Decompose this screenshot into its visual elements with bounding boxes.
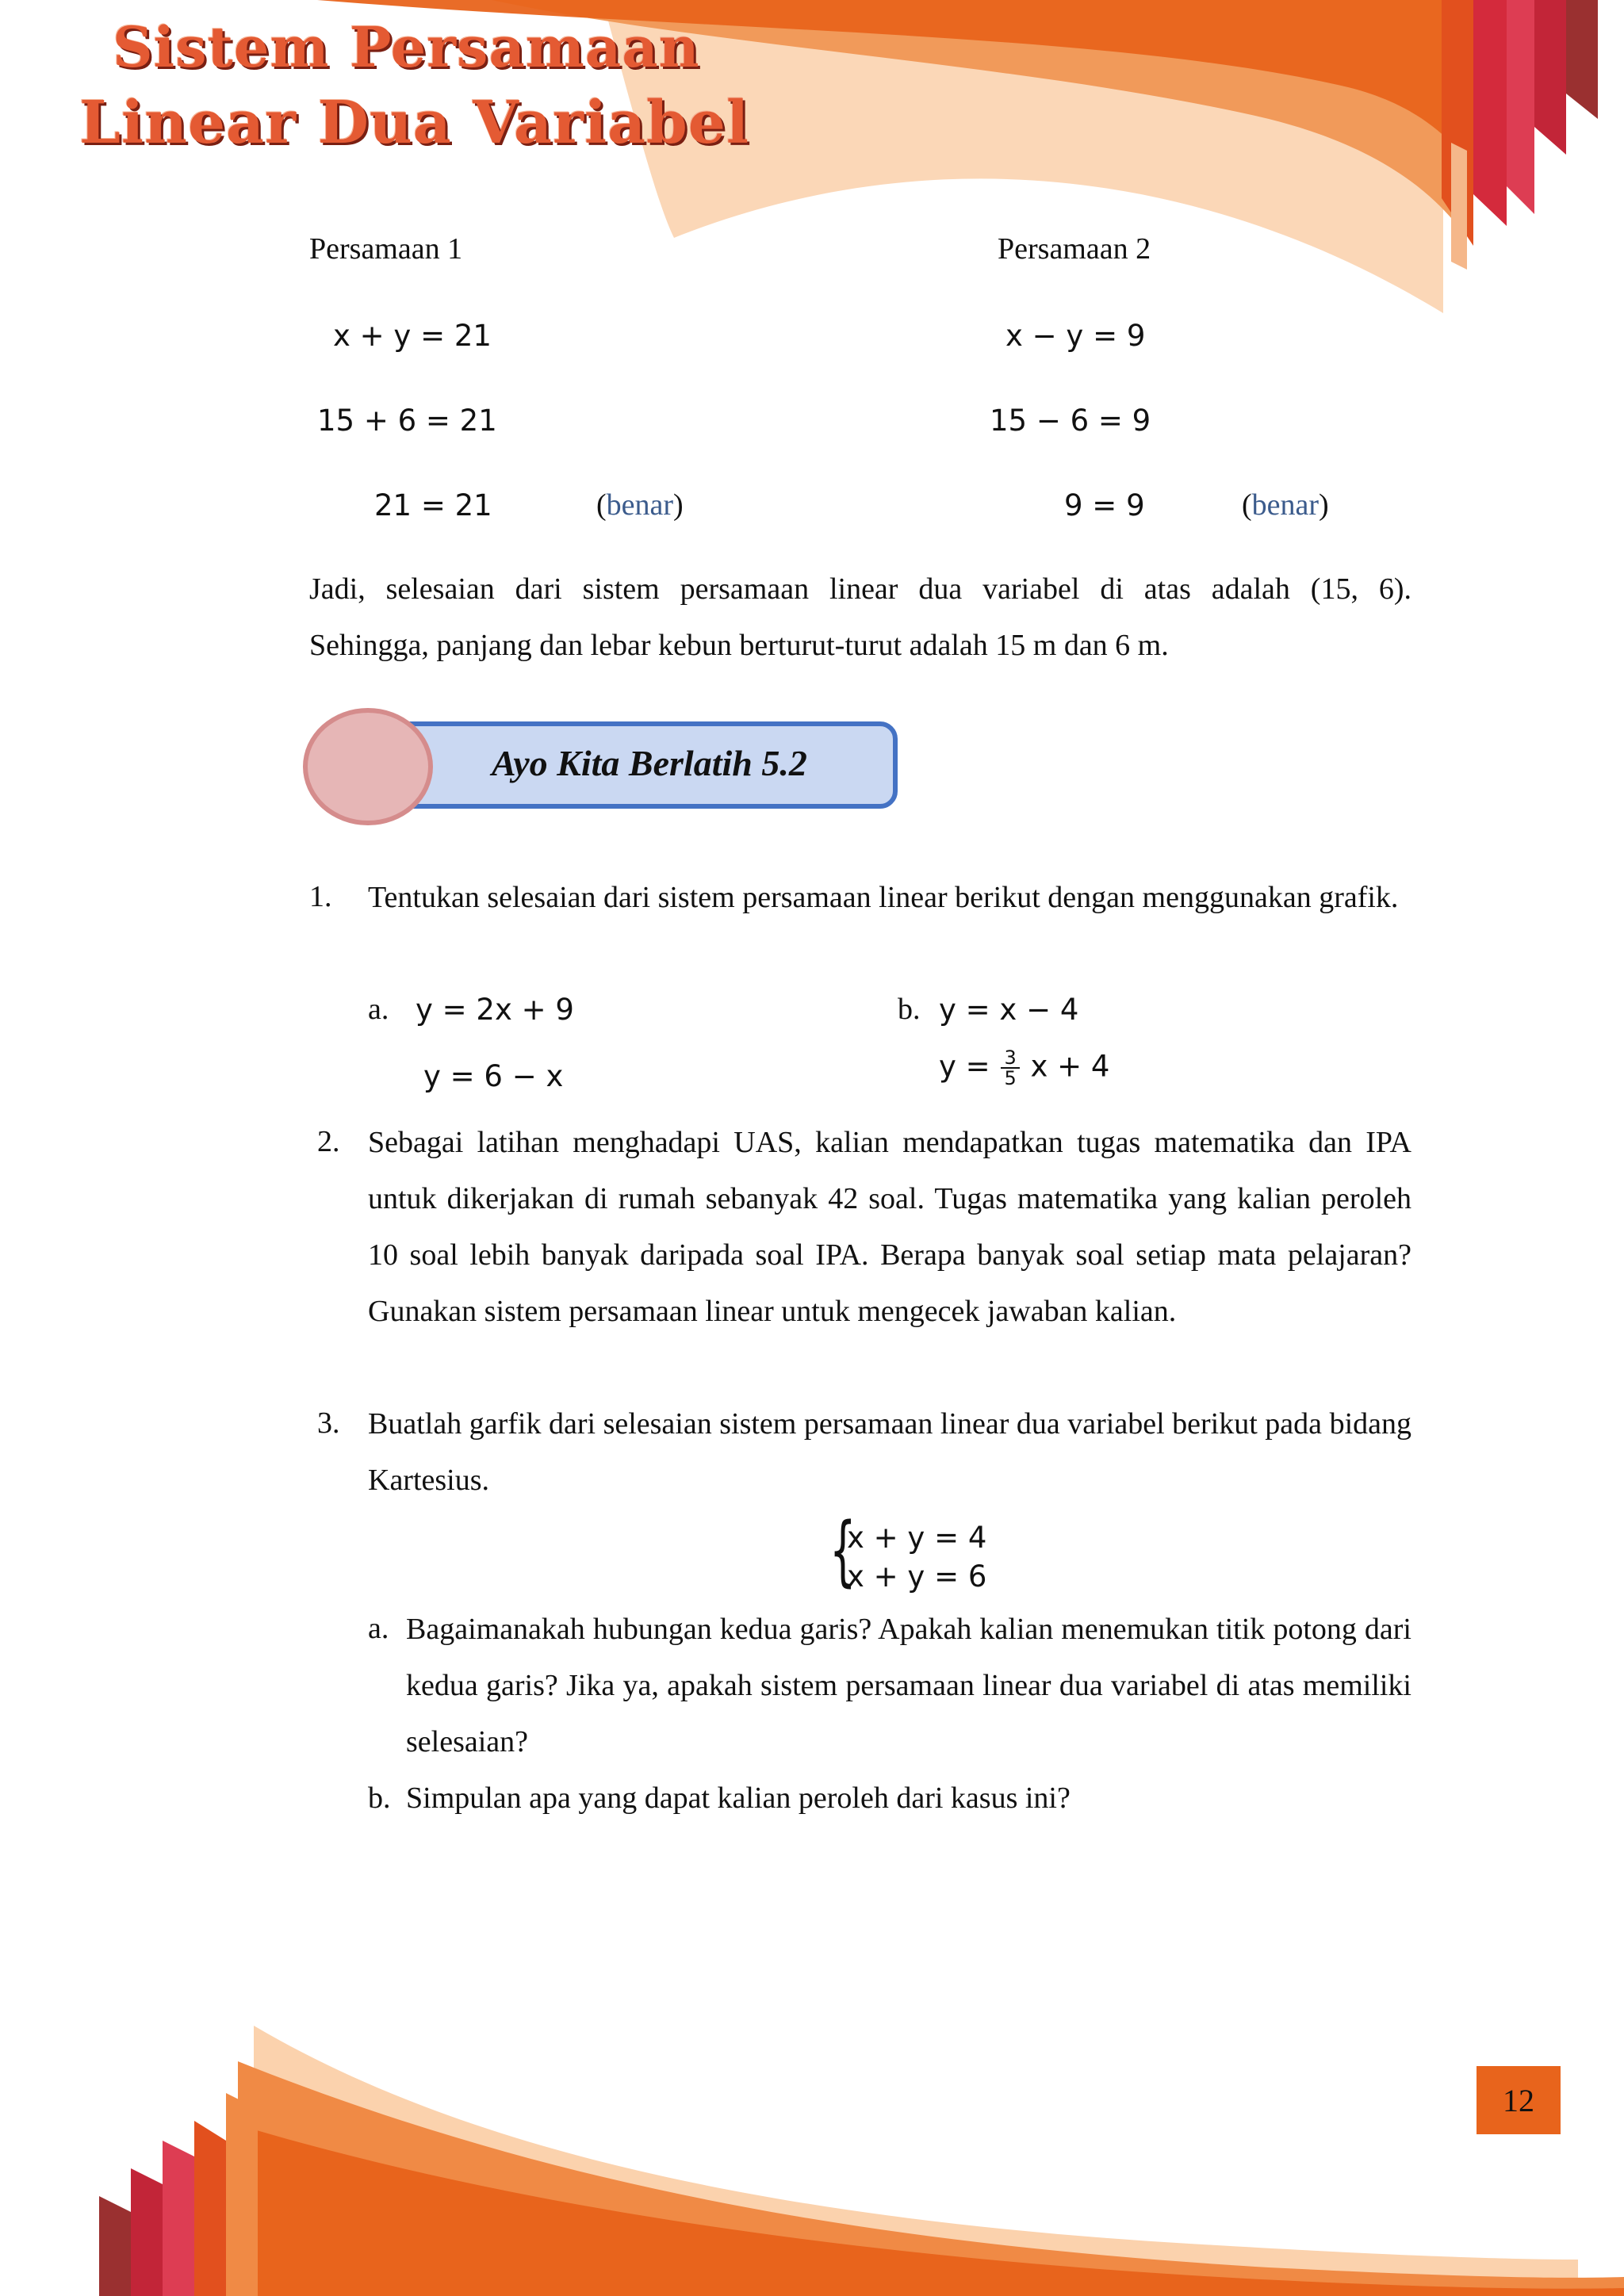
eq1-verdict: (benar): [596, 488, 684, 522]
q1b-eq2-prefix: y =: [939, 1049, 990, 1084]
q1b-eq2: [939, 1048, 1109, 1088]
system-brace: {: [829, 1506, 856, 1595]
eq2-label: Persamaan 2: [998, 232, 1151, 266]
top-ribbon-4: [1534, 0, 1566, 155]
q1b-fraction-denominator: 5: [1004, 1067, 1017, 1089]
q1a-eq1: y = 2x + 9: [416, 993, 574, 1027]
q3b-text: Simpulan apa yang dapat kalian peroleh dari kasus ini?: [406, 1781, 1071, 1815]
bottom-ribbon-2: [131, 2168, 163, 2296]
eq2-verdict: (benar): [1242, 488, 1329, 522]
bottom-ribbon-4: [194, 2121, 226, 2296]
q1b-eq2-suffix: x + 4: [1030, 1049, 1110, 1084]
conclusion-line2: Sehingga, panjang dan lebar kebun berturut-turut adalah 15 m dan 6 m.: [309, 629, 1169, 662]
eq1-line3: 21 = 21: [374, 488, 492, 522]
eq1-line2: 15 + 6 = 21: [317, 404, 497, 438]
q3a-label: a.: [368, 1612, 389, 1645]
top-ribbon-5: [1566, 0, 1598, 119]
eq2-line1: x − y = 9: [1005, 319, 1146, 353]
q2-number: 2.: [317, 1125, 340, 1158]
bottom-ribbon-5: [226, 2093, 258, 2296]
q3b-label: b.: [368, 1781, 391, 1815]
top-ribbon-2: [1473, 0, 1507, 226]
eq1-label: Persamaan 1: [309, 232, 463, 266]
section-badge-title: Ayo Kita Berlatih 5.2: [492, 743, 807, 783]
top-ribbon-6: [1451, 143, 1467, 270]
section-badge-circle: [303, 708, 433, 825]
q1b-label: b.: [898, 993, 921, 1026]
header-title-line1: Sistem Persamaan: [113, 14, 700, 80]
eq2-line2: 15 − 6 = 9: [990, 404, 1151, 438]
page-number: 12: [1477, 2066, 1561, 2134]
q3-number: 3.: [317, 1406, 340, 1440]
q3-system-eq1: x + y = 4: [847, 1521, 987, 1555]
q1b-fraction-numerator: 3: [1001, 1048, 1019, 1069]
eq2-verdict-word: benar: [1251, 488, 1320, 522]
header-title-line2: Linear Dua Variabel: [79, 89, 749, 157]
q3a-text: Bagaimanakah hubungan kedua garis? Apakah kalian menemukan titik potong dari kedua garis? Jika ya, apakah sistem persamaan linear dua variabel di atas memiliki selesaian?: [406, 1613, 1411, 1758]
eq1-verdict-word: benar: [606, 488, 674, 522]
eq2-line3: 9 = 9: [1064, 488, 1145, 522]
q1-number: 1.: [309, 880, 332, 913]
bottom-ribbon-3: [163, 2141, 194, 2296]
conclusion-paragraph: [309, 561, 1411, 674]
bottom-ribbon-1: [99, 2196, 131, 2296]
q1b-eq1: y = x − 4: [939, 993, 1079, 1027]
conclusion-line1: Jadi, selesaian dari sistem persamaan linear dua variabel di atas adalah (15, 6).: [309, 572, 1411, 606]
q1b-fraction: [1001, 1048, 1019, 1088]
q1a-label: a.: [368, 993, 389, 1026]
top-ribbon-3: [1507, 0, 1534, 214]
q3-text: Buatlah garfik dari selesaian sistem persamaan linear dua variabel berikut pada bidang Kartesius.: [368, 1407, 1411, 1497]
q2-text: Sebagai latihan menghadapi UAS, kalian mendapatkan tugas matematika dan IPA untuk dikerjakan di rumah sebanyak 42 soal. Tugas matematika yang kalian peroleh 10 soal lebih banyak daripada soal IPA. Berapa banyak soal setiap mata pelajaran? Gunakan sistem persamaan linear untuk mengecek jawaban kalian.: [368, 1126, 1411, 1328]
eq1-line1: x + y = 21: [333, 319, 492, 353]
q1a-eq2: y = 6 − x: [423, 1059, 564, 1093]
q3-system-eq2: x + y = 6: [847, 1559, 987, 1594]
q1-text: Tentukan selesaian dari sistem persamaan linear berikut dengan menggunakan grafik.: [368, 881, 1399, 914]
